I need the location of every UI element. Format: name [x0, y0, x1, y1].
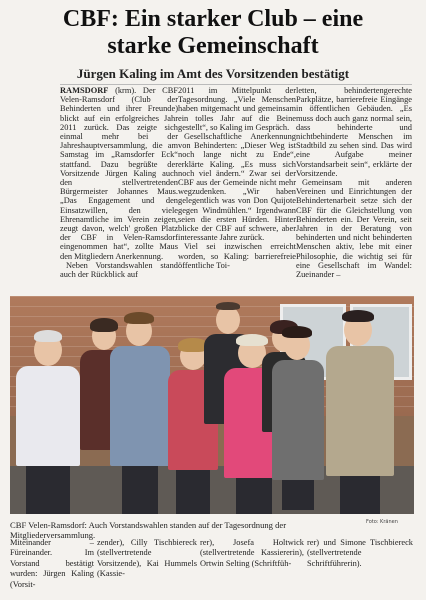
paragraph: 2011 im Mittelpunkt der Tagesordnung. „Viele Menschen haben mitgemacht und gemeinsam ein tolles Jahr auf die Beine gestellt“, so Kaling im Gespräch. [178, 86, 296, 132]
divider [60, 84, 412, 85]
hair [216, 302, 240, 310]
paragraph: Viel sei inzwischen erreicht worden, so Kaling: barrierefreie öffentliche Toi- [178, 242, 296, 270]
hair [236, 334, 268, 346]
caption-column-3: rer), Josefa Holtwick (stellvertretende Kassiererin), Ortwin Selting (Schriftfüh- [200, 538, 304, 568]
paragraph-text: (krm). Der CBF Velen-Ramsdorf (Club der Behinderten und ihrer Freunde) blickt auf ein erfolgreiches Jahr 2011 zurück. Das zeigte sich einmal mehr bei der Jahreshauptversammlung, die am Samstag im „Ramsdorfer Eck“ stattfand. Dazu begrüßte der Vorsitzende Jürgen Kaling auch den stellvertretenden Bürgermeister Johannes Maus. „Das Engagement und den Einsatzwillen, den viele Ehrenamtliche im Verein zeigen, zeugt davon, welch' großen Platz der CBF in Velen-Ramsdorf eingenommen hat“, zollte Maus den Mitgliedern Anerkennung. [60, 86, 178, 261]
hair [282, 326, 312, 338]
torso [110, 346, 170, 466]
hair [342, 310, 374, 322]
paragraph: letten, behindertengerechte Parkplätze, barrierefreie Eingänge in öffentlichen Gebäuden. „Es muss doch auch ganz normal sein, dass behinderte und nichtbehinderte Menschen im Stadtbild zu sehen sind. Das wird eine Aufgabe meiner Vorstandsarbeit sein“, erklärte der Vorsitzende. [296, 86, 412, 178]
hair [90, 318, 118, 332]
headline-line-2: starke Gemeinschaft [107, 33, 319, 59]
hair [34, 330, 62, 342]
torso [326, 346, 394, 476]
paragraph: Neben Vorstandswahlen stand auch der Rückblick auf [60, 260, 178, 280]
head [216, 306, 240, 334]
legs [122, 466, 158, 514]
paragraph [60, 86, 178, 261]
article-column-3 [296, 86, 412, 284]
photo-credit: Foto: Kränen [366, 519, 398, 525]
photo-caption: CBF Velen-Ramsdorf: Auch Vorstandswahlen standen auf der Tagesordnung der Mitgliederversammlung. [10, 520, 287, 540]
subheadline: Jürgen Kaling im Amt des Vorsitzenden bestätigt [76, 66, 350, 81]
caption-column-2: zender), Cilly Tischbiereck (stellvertretende Vorsitzende), Kai Hummels (Kassie- [97, 538, 197, 579]
torso [272, 360, 324, 480]
dateline-location: RAMSDORF [60, 86, 109, 95]
article-column-1 [60, 86, 178, 284]
legs [340, 476, 380, 514]
caption-column-1: Miteinander – Füreinander. Im Vorstand bestätigt wurden: Jürgen Kaling (Vorsit- [10, 538, 94, 589]
headline-line-1: CBF: Ein starker Club – eine [62, 6, 364, 32]
paragraph: Gesellschaftliche Anerkennung von Behinderten: „Dieser Weg ist noch lange nicht zu Ende“, erklärte Kaling. „Es muss sich noch viel ändern.“ Zwar sei der CBF aus der Gemeinde nicht mehr wegzudenken. „Wir haben gelegentlich was von Don Quijote gegen Windmühlen.“ Irgendwann seien die ersten Hürden. Hinter blicke der CBF auf schwere, aber interessante Jahre zurück. [178, 132, 296, 243]
legs [236, 478, 272, 514]
legs [26, 466, 70, 514]
caption-column-4: rer) und Simone Tischbiereck (stellvertretende Schriftführerin). [307, 538, 413, 568]
paragraph: Gemeinsam mit anderen Vereinen und Einrichtungen der Behindertenarbeit setze sich der CBF für die Gleichstellung von Behinderten ein. Der Verein, seit Jahren in der Beratung von behinderten und nicht behinderten Menschen aktiv, lebe mit einer Philosophie, die wichtig sei für eine Gesellschaft im Wandel: Zueinander – [296, 178, 412, 280]
torso [16, 366, 80, 466]
legs [282, 480, 314, 510]
article-column-2 [178, 86, 296, 284]
legs [176, 470, 210, 514]
group-photo [10, 296, 414, 514]
hair [124, 312, 154, 324]
